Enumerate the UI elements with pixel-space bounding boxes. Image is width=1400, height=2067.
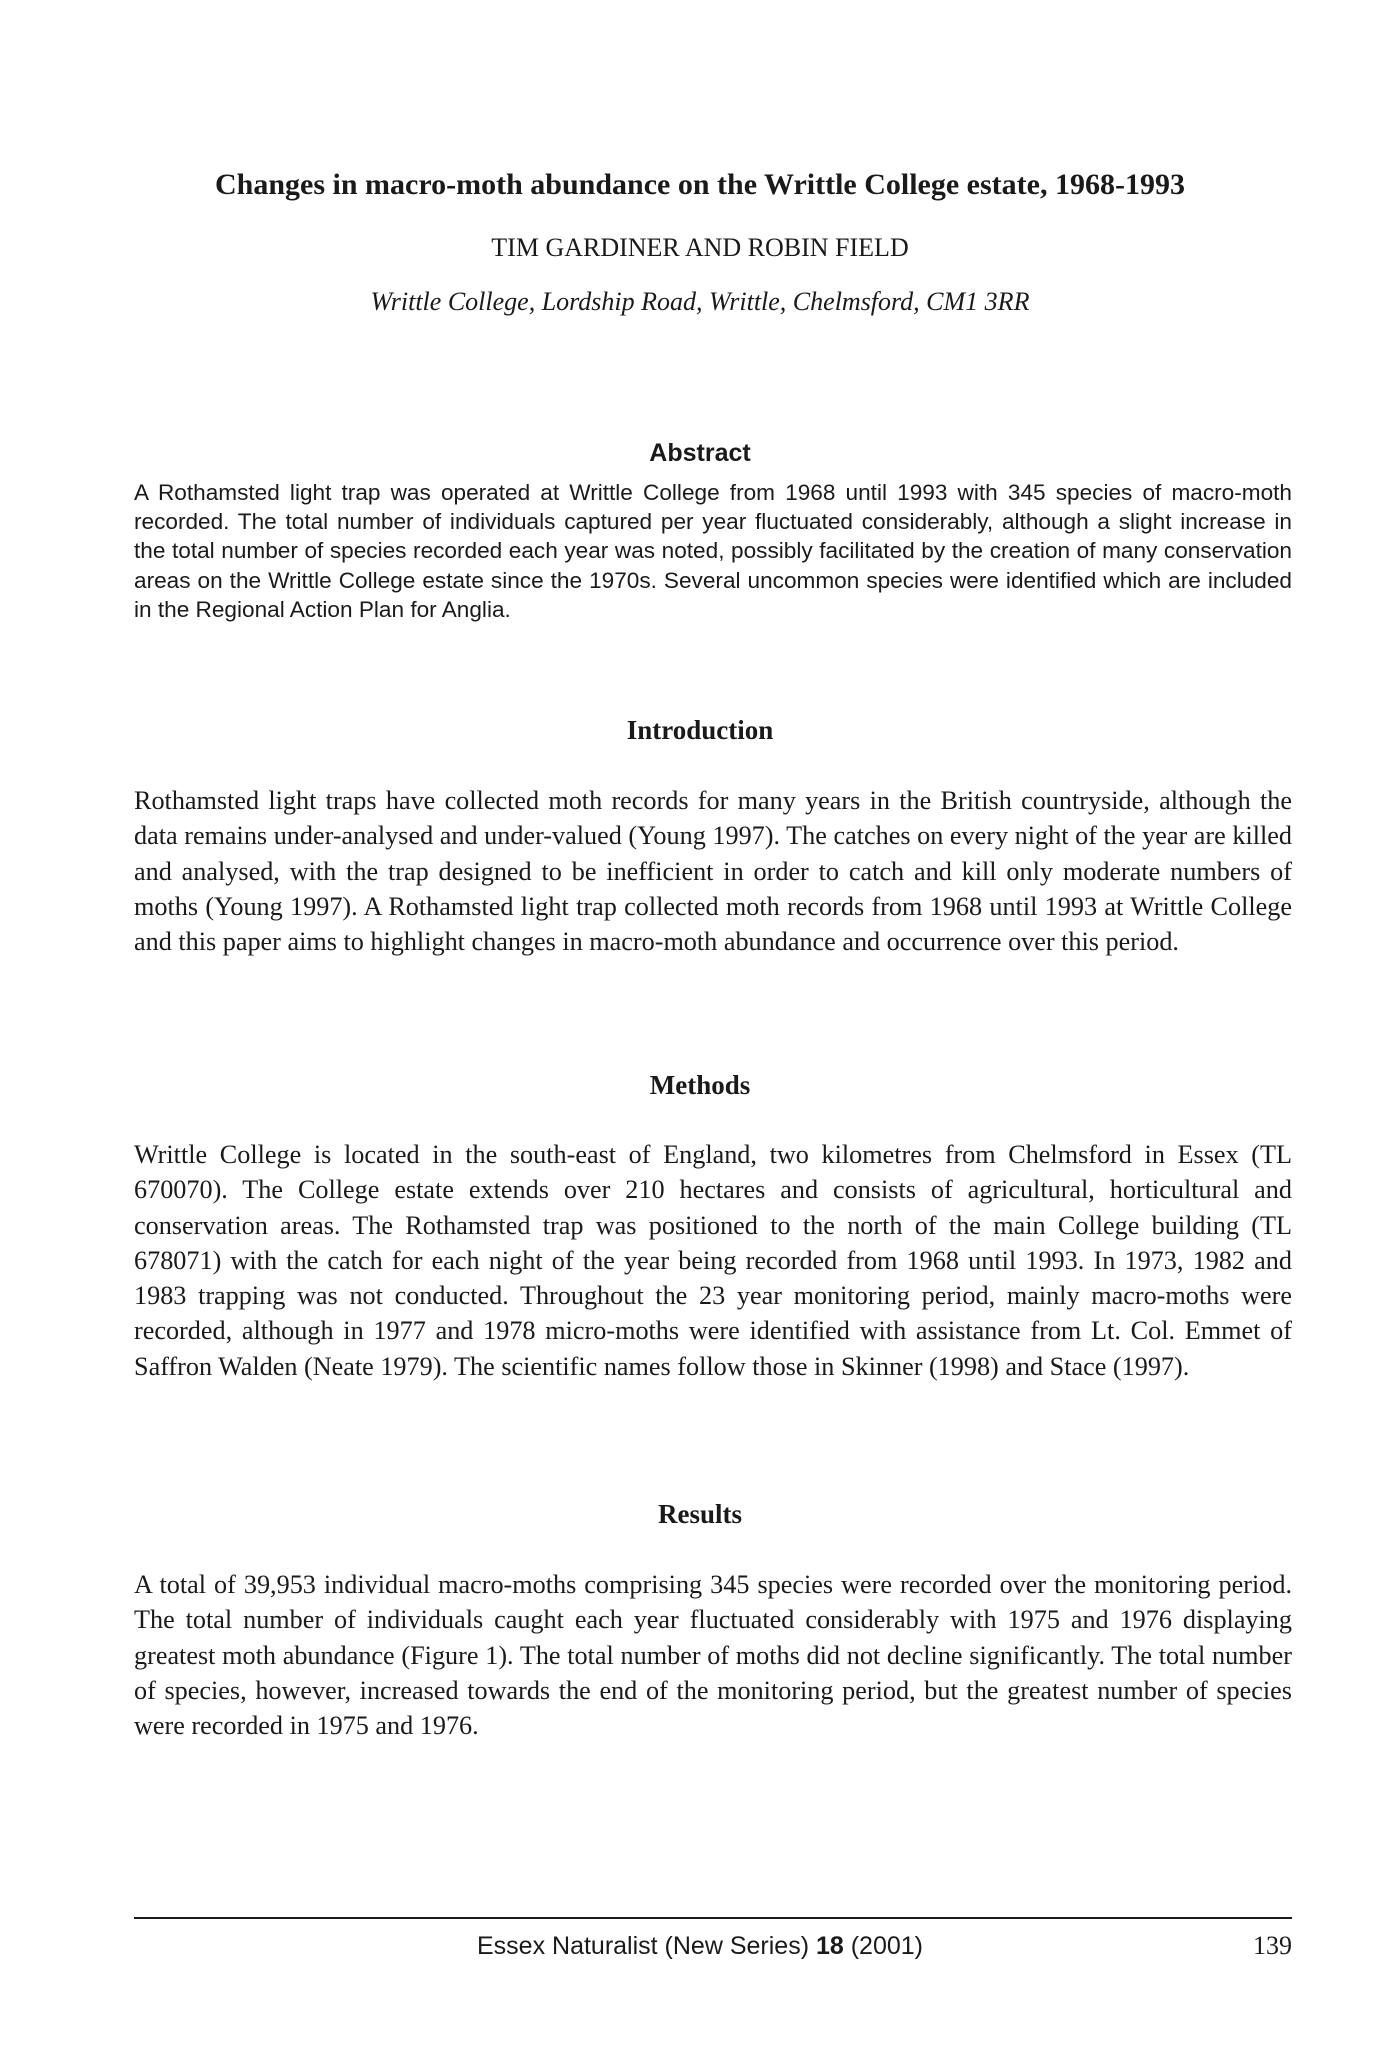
abstract-text: A Rothamsted light trap was operated at Writtle College from 1968 until 1993 with 345 species of macro-moth recorded. The total number of individuals captured per year fluctuated considerably, although a slight increase in the total number of species recorded each year was noted, possibly facilitated by the creation of many conservation areas on the Writtle College estate since the 1970s. Several uncommon species were identified which are included in the Regional Action Plan for Anglia. [134, 480, 1292, 622]
introduction-heading: Introduction [626, 715, 774, 745]
results-heading: Results [657, 1499, 742, 1529]
journal-year: (2001) [850, 1932, 923, 1960]
journal-volume: 18 [815, 1932, 844, 1960]
methods-text: Writtle College is located in the south-east of England, two kilometres from Chelmsford in Essex (TL 670070). The College estate extends over 210 hectares and consists of agricultural, horticultural and conservation areas. The Rothamsted trap was positioned to the north of the main College building (TL 678071) with the catch for each night of the year being recorded from 1968 until 1993. In 1973, 1982 and 1983 trapping was not conducted. Throughout the 23 year monitoring period, mainly macro-moths were recorded, although in 1977 and 1978 micro-moths were identified with assistance from Lt. Col. Emmet of Saffron Walden (Neate 1979). The scientific names follow those in Skinner (1998) and Stace (1997). [134, 1140, 1292, 1381]
introduction-text: Rothamsted light traps have collected moth records for many years in the British countryside, although the data remains under-analysed and under-valued (Young 1997). The catches on every night of the year are killed and analysed, with the trap designed to be inefficient in order to catch and kill only moderate numbers of moths (Young 1997). A Rothamsted light trap collected moth records from 1968 until 1993 at Writtle College and this paper aims to highlight changes in macro-moth abundance and occurrence over this period. [134, 786, 1292, 957]
footer-citation [0, 1930, 1400, 1962]
footer-rule [134, 1917, 1292, 1919]
page-number: 139 [1253, 1931, 1292, 1960]
abstract-heading: Abstract [649, 439, 751, 467]
methods-heading: Methods [649, 1070, 751, 1100]
article-title: Changes in macro-moth abundance on the Writtle College estate, 1968-1993 [215, 168, 1185, 201]
author-affiliation: Writtle College, Lordship Road, Writtle, Chelmsford, CM1 3RR [370, 287, 1030, 316]
article-authors: TIM GARDINER AND ROBIN FIELD [491, 233, 909, 262]
journal-name: Essex Naturalist (New Series) [476, 1932, 810, 1960]
results-text: A total of 39,953 individual macro-moths comprising 345 species were recorded over the monitoring period. The total number of individuals caught each year fluctuated considerably with 1975 and 1976 displaying greatest moth abundance (Figure 1). The total number of moths did not decline significantly. The total number of species, however, increased towards the end of the monitoring period, but the greatest number of species were recorded in 1975 and 1976. [134, 1570, 1292, 1741]
